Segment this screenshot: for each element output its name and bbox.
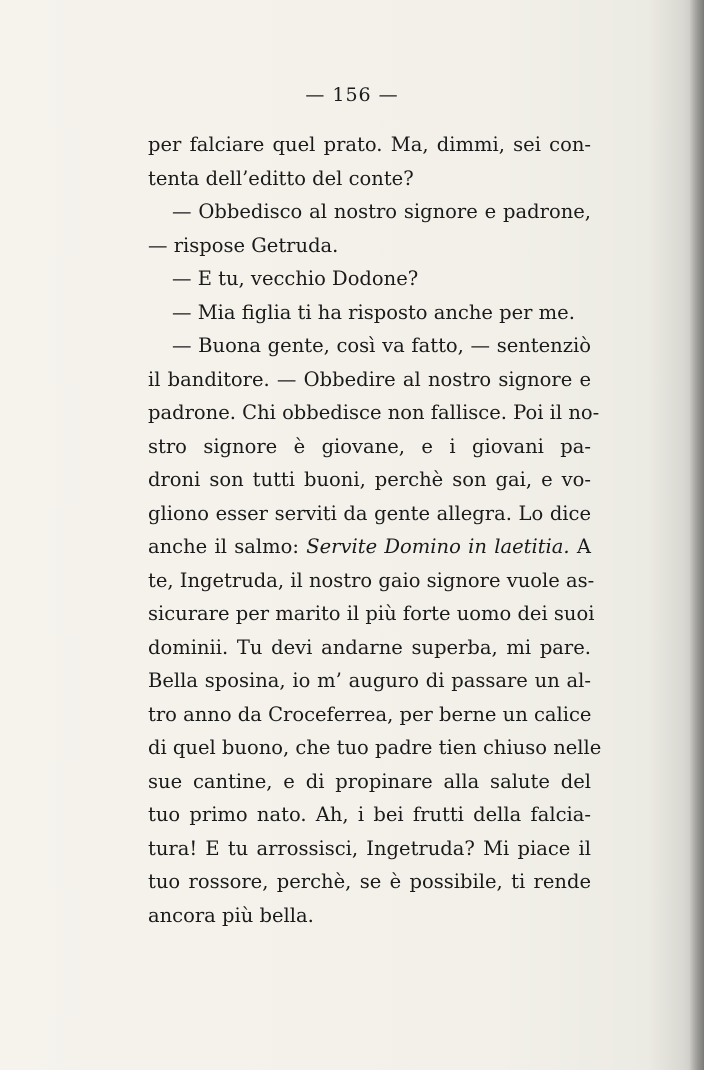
text-line: per falciare quel prato. Ma, dimmi, sei con- — [148, 133, 591, 156]
text-line: tenta dell’editto del conte? — [148, 166, 414, 190]
text-line: dominii. Tu devi andarne superba, mi pare. — [148, 635, 591, 659]
text-line: — E tu, vecchio Dodone? — [172, 267, 419, 290]
page-number: — 156 — — [305, 84, 399, 106]
book-spine-shadow — [690, 0, 704, 1070]
text-line: — rispose Getruda. — [148, 233, 339, 257]
text-line: padrone. Chi obbedisce non fallisce. Poi il no- — [148, 401, 600, 424]
text-line: ancora più bella. — [148, 903, 314, 927]
text-segment: anche il salmo: — [148, 535, 307, 558]
body-text — [148, 128, 602, 932]
text-segment: A — [569, 535, 591, 558]
text-line: stro signore è giovane, e i giovani pa- — [148, 434, 591, 458]
text-line: Bella sposina, io m’ auguro di passare un al- — [148, 669, 591, 692]
text-line: sue cantine, e di propinare alla salute del — [148, 769, 591, 793]
text-line: — Obbedisco al nostro signore e padrone, — [172, 200, 591, 223]
text-line: tro anno da Croceferrea, per berne un calice — [148, 702, 592, 726]
text-line: gliono esser serviti da gente allegra. Lo dice — [148, 501, 591, 525]
text-line: droni son tutti buoni, perchè son gai, e vo- — [148, 468, 591, 491]
text-line: sicurare per marito il più forte uomo dei suoi — [148, 602, 595, 625]
text-line: di quel buono, che tuo padre tien chiuso nelle — [148, 736, 602, 759]
text-line: tura! E tu arrossisci, Ingetruda? Mi piace il — [148, 836, 591, 860]
text-line: te, Ingetruda, il nostro gaio signore vuole as- — [148, 568, 595, 592]
text-line: il banditore. — Obbedire al nostro signore e — [148, 367, 591, 391]
text-line: — Mia figlia ti ha risposto anche per me. — [172, 300, 575, 324]
text-line-with-quote — [148, 530, 591, 564]
text-line: — Buona gente, così va fatto, — sentenziò — [172, 334, 591, 357]
text-line: tuo primo nato. Ah, i bei frutti della falcia- — [148, 803, 591, 826]
text-line: tuo rossore, perchè, se è possibile, ti rende — [148, 870, 591, 893]
latin-quote: Servite Domino in laetitia. — [306, 535, 570, 558]
